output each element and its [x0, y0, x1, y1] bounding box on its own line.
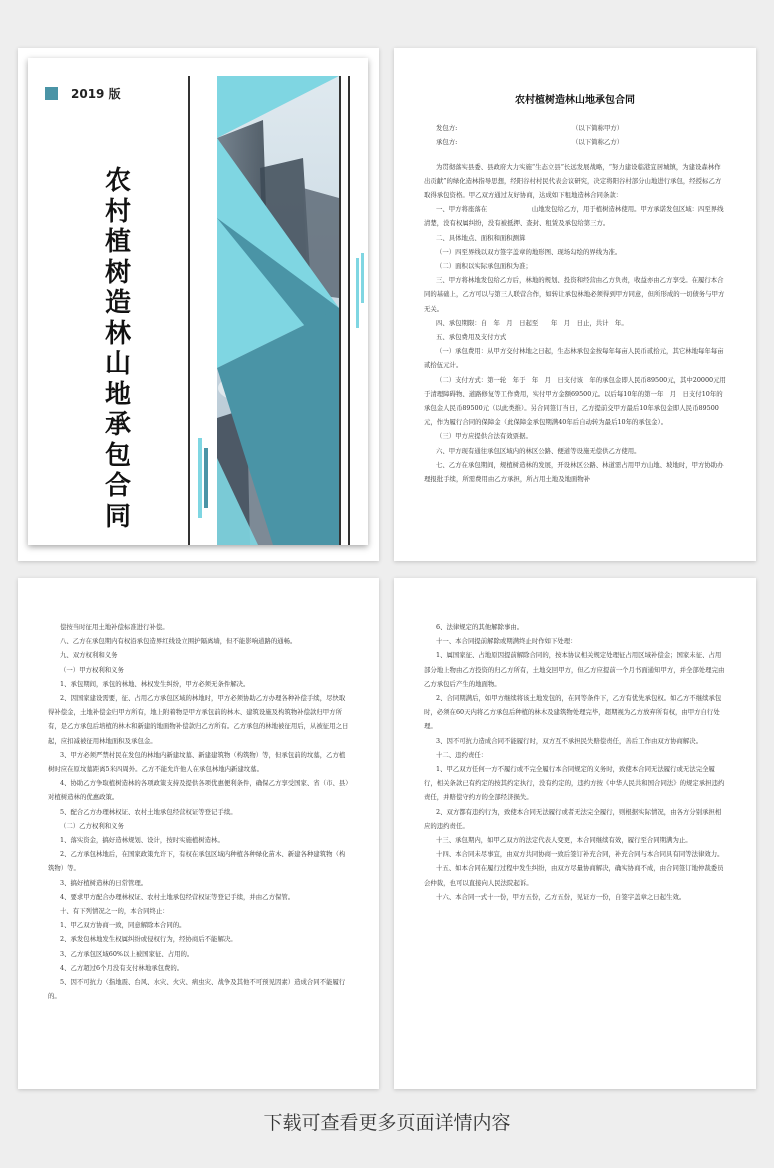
contract-paragraph: 1、甲乙双方任何一方不履行或不完全履行本合同规定的义务时，致使本合同无法履行或无法完全履行，相关条款已有约定的按其约定执行，没有约定的，违约方按《中华人民共和国合同法》的规定承担违约责任，并赔偿守约方的全部经济损失。 — [424, 765, 725, 802]
contract-paragraph: 偿按当时征用土地补偿标准进行补偿。 — [60, 623, 169, 631]
contract-paragraph: （二）支付方式：第一轮 年于 年 月 日支付该 年的承包金即人民币89500元，其中20000元用于清理障碍物、道路修复等工作费用，实付甲方金额69500元。以后每10年的第一年 月 日支付10年的承包金人民币89500元（以此类推）。另合同签订当日，乙方提前交甲方最后10年承包金即人民币89500元，作为履行合同的保障金（此保障金承包期满40年后自动转为最后10年的承包金）。 — [424, 375, 726, 427]
contract-title: 农村植树造林山地承包合同 — [515, 95, 635, 106]
contract-paragraph: 4、协助乙方争取植树造林的各项政策支持及提供各项优惠便利条件，确保乙方享受国家、省（市、县）对植树造林的优惠政策。 — [48, 779, 349, 802]
contract-paragraph: 四、承包期限：自 年 月 日起至 年 月 日止，共计 年。 — [436, 318, 628, 327]
cover-artwork — [28, 58, 368, 545]
contract-body-2 — [48, 620, 349, 1003]
contract-page-2 — [18, 578, 379, 1089]
contract-paragraph: 1、属国家征、占地原因提前解除合同的，按本协议相关规定处理征占用区域补偿金；国家未征、占用部分地上物由乙方投资的归乙方所有，土地交回甲方，但乙方应提前一个月书面通知甲方，并全部处理完由乙方承包后产生的地面物。 — [424, 651, 725, 688]
contract-paragraph: 二、具体地点、面积和面积测算 — [436, 233, 526, 242]
party-label: 发包方: — [436, 124, 458, 133]
cover-page — [18, 48, 379, 561]
cover-title-char: 承 — [104, 410, 131, 440]
contract-paragraph: （一）四至界线以双方签字盖章的地形图、现场勾绘的界线为准。 — [436, 247, 622, 256]
cover-title-char: 地 — [104, 379, 131, 410]
cover-title-char: 村 — [104, 196, 131, 227]
party-note: （以下简称甲方） — [572, 124, 624, 133]
cover-title-char: 林 — [104, 318, 131, 349]
cover-title-char: 树 — [104, 257, 131, 288]
edition-label: 2019 版 — [71, 87, 121, 101]
contract-body-1 — [424, 160, 726, 487]
contract-paragraph: 5、因不可抗力（指地震、台风、水灾、火灾、病虫灾、战争及其他不可预见因素）造成合同不能履行的。 — [48, 978, 346, 1001]
contract-paragraph: 2、合同期满后，如甲方继续将该土地发包的，在同等条件下，乙方有优先承包权。如乙方不继续承包时，必须在60天内将乙方承包后种植的林木及建筑物处理完毕，超期视为乙方放弃所有权，由甲方自行处理。 — [424, 694, 722, 731]
contract-paragraph: 1、甲乙双方协商一致，同意解除本合同的。 — [60, 921, 186, 930]
cover-title-char: 山 — [104, 349, 131, 379]
contract-paragraph: 八、乙方在承包期内有权沿承包造界红线设立围护隔离墙，但不能影响道路的通畅。 — [60, 637, 297, 646]
contract-paragraph: 2、因国家建设需要，征、占用乙方承包区域的林地时，甲方必须协助乙方办理各种补偿手续，尽快取得补偿金，土地补偿金归甲方所有，地上附着物是甲方承包前的林木、建筑设施及构筑物补偿款归甲方所有，是乙方承包后培植的林木和新建的地面物补偿款归乙方所有。乙方承包的林地被征用后，从被征用之日起，应扣减被征用林地面积及承包金。 — [48, 694, 349, 745]
contract-paragraph: （一）甲方权利和义务 — [60, 665, 124, 674]
contract-paragraph: 2、双方都有违约行为，致使本合同无法履行或者无法完全履行，则根据实际情况，由各方分别承担相应的违约责任。 — [424, 807, 722, 830]
cover-title-char: 包 — [104, 440, 131, 471]
cover-title-char: 合 — [104, 471, 131, 501]
contract-paragraph: 5、配合乙方办理林权证、农村土地承包经营权证等登记手续。 — [60, 807, 237, 816]
contract-paragraph: 1、落实资金，搞好造林规划、设计，按时实施植树造林。 — [60, 836, 224, 845]
contract-paragraph: 4、乙方超过6个月没有支付林地承包费的。 — [60, 963, 184, 972]
contract-paragraph: 六、甲方现有通往承包区域内的林区公路、便道等设施无偿供乙方使用。 — [436, 446, 641, 455]
contract-page-1 — [394, 48, 756, 561]
contract-paragraph: 3、因不可抗力造成合同不能履行时，双方互不承担民失赔偿责任，善后工作由双方协商解决。 — [436, 736, 703, 745]
cover-sheet — [28, 58, 368, 545]
party-label: 承包方: — [436, 138, 458, 147]
cover-title-char: 农 — [104, 166, 131, 196]
contract-paragraph: 十五、如本合同在履行过程中发生纠纷，由双方尽量协商解决，确实协商不成，由合同签订地仲裁委员会仲裁，也可以直接向人民法院起诉。 — [424, 864, 724, 887]
contract-paragraph: 3、甲方必须严禁村民在发包的林地内新建坟墓、新建建筑物（构筑物）等，但承包前的坟墓，乙方植树时应在原坟墓距离5米四周外。乙方不能允许他人在承包林地内新建坟墓。 — [48, 750, 346, 774]
contract-paragraph: 七、乙方在承包期间，规植树造林的发展，开设林区公路、林道需占用甲方山地、坡地时，甲方协助办理报批手续，所需费用由乙方承担，所占用土地及地面物补 — [424, 460, 724, 484]
download-hint: 下载可查看更多页面详情内容 — [263, 1112, 511, 1134]
contract-paragraph: （二）面积以实际承包面积为准； — [436, 262, 532, 271]
contract-paragraph: 1、承包期间，承包的林地、林权发生纠纷，甲方必须无条件解决。 — [60, 679, 250, 688]
contract-paragraph: 十一、本合同提前解除或期满终止时作如下处理： — [436, 637, 577, 646]
cover-title-char: 同 — [104, 501, 131, 532]
party-line — [424, 135, 726, 149]
contract-paragraph: 三、甲方将林地发包给乙方后，林地的规划、投资和经营由乙方负责，收益亦由乙方享受。在履行本合同的基础上，乙方可以与第三人联营合作，如转让承包林地必须得到甲方同意，但所形成的一切债务与甲方无关。 — [424, 276, 725, 313]
contract-paragraph: （三）甲方应提供合法有效票据。 — [436, 432, 532, 441]
party-line — [424, 121, 726, 135]
cover-title-char: 植 — [104, 227, 131, 257]
contract-paragraph: 3、搞好植树造林的日常管理。 — [60, 878, 148, 887]
parties-block — [424, 121, 726, 149]
contract-paragraph: 为贯彻落实县委、县政府大力实施“生态立县”长远发展战略，“努力建设临港宜居城镇，为建设森林作出贡献”的绿化造林指导思想，经阳谷村村民代表会议研究，决定将阳谷村部分山地进行承包，经授标乙方取得承包资格。甲乙双方通过友好协商，达成如下租地造林合同条款： — [424, 162, 722, 200]
contract-paragraph: 五、承包费用及支付方式 — [436, 333, 507, 342]
contract-paragraph: 十、有下列情况之一的，本合同终止： — [60, 907, 169, 916]
party-note: （以下简称乙方） — [572, 138, 624, 147]
cover-title-char: 造 — [104, 288, 131, 318]
contract-paragraph: （一）承包费用：从甲方交付林地之日起，生态林承包金按每年每亩人民币贰拾元，其它林地每年每亩贰拾伍元计。 — [424, 347, 724, 370]
contract-paragraph: 十六、本合同一式十一份，甲方五份，乙方五份，见证方一份，自签字盖章之日起生效。 — [436, 892, 686, 901]
contract-paragraph: 3、乙方承包区域60%以上被国家征、占用的。 — [60, 949, 194, 958]
contract-paragraph: 4、要求甲方配合办理林权证、农村土地承包经营权证等登记手续，并由乙方保管。 — [60, 892, 295, 901]
contract-paragraph: 十二、违约责任： — [436, 750, 488, 759]
contract-paragraph: 2、承发包林地发生权属纠纷或侵权行为，经协商后不能解决。 — [60, 935, 237, 944]
contract-paragraph: 十三、承包期内，如甲乙双方的法定代表人变更，本合同继续有效，履行至合同期满为止。 — [436, 836, 692, 845]
contract-body-3 — [424, 620, 726, 904]
contract-page-3 — [394, 578, 756, 1089]
contract-paragraph: 十四、本合同未尽事宜，由双方共同协商一致后签订补充合同，补充合同与本合同具有同等法律效力。 — [436, 850, 724, 859]
contract-paragraph: 一、甲方将座落在 山地发包给乙方，用于植树造林使用。甲方承诺发包区域：四至界线清楚，没有权属纠纷，没有被抵押、查封、租赁及承包给第三方。 — [424, 205, 724, 228]
contract-paragraph: 2、乙方承包林地后，在国家政策允许下，有权在承包区域内种植各种绿化苗木、新建各种建筑物（构筑物）等。 — [48, 850, 346, 873]
contract-paragraph: 6、法律规定的其他解除事由。 — [436, 623, 524, 631]
contract-paragraph: 九、双方权利和义务 — [60, 651, 118, 660]
contract-paragraph: （二）乙方权利和义务 — [60, 821, 124, 830]
